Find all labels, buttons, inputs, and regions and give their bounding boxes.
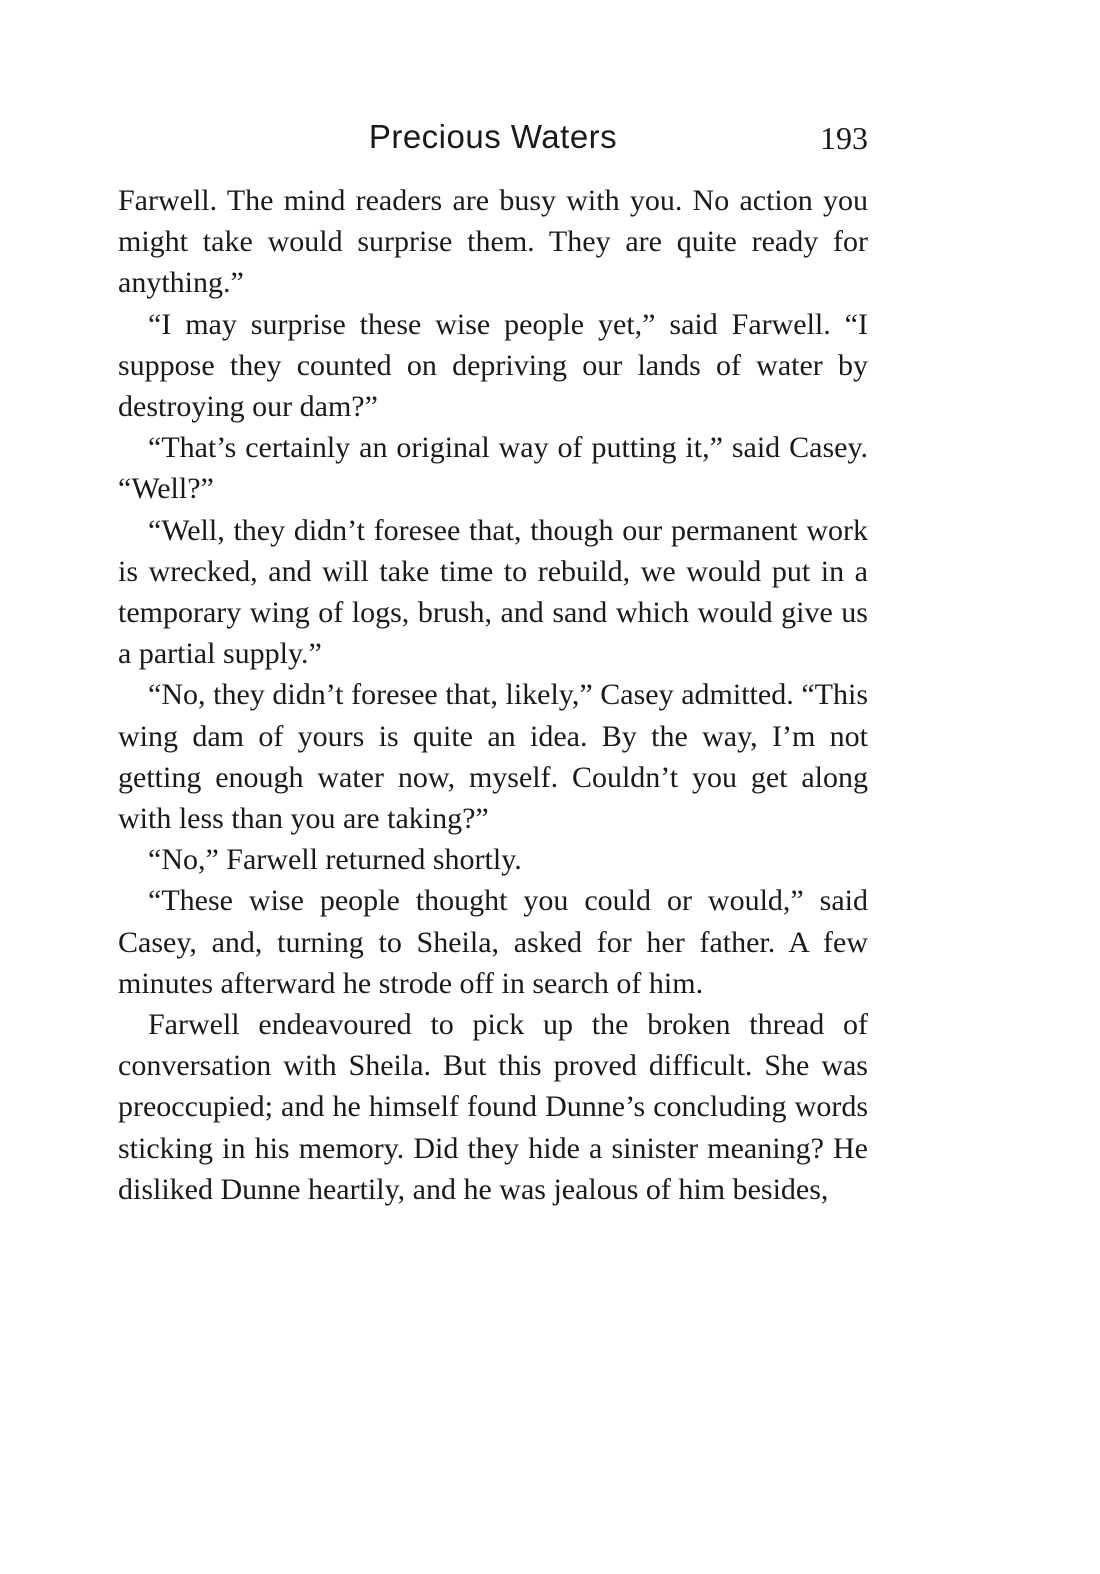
body-text bbox=[118, 180, 868, 1210]
running-head bbox=[118, 118, 868, 166]
page-number: 193 bbox=[820, 120, 868, 156]
paragraph-8: Farwell endeavoured to pick up the broken thread of conversation with Sheila. But this proved difficult. She was preoccupied; and he himself found Dunne’s concluding words sticking in his memory. Did they hide a sinister meaning? He disliked Dunne heartily, and he was jealous of him besides, bbox=[118, 1008, 868, 1206]
paragraph-5: “No, they didn’t foresee that, likely,” Casey admitted. “This wing dam of yours is quite an idea. By the way, I’m not getting enough water now, myself. Couldn’t you get along with less than you are taking?” bbox=[118, 678, 868, 836]
paragraph-7: “These wise people thought you could or would,” said Casey, and, turning to Sheila, asked for her father. A few minutes afterward he strode off in search of him. bbox=[118, 884, 868, 1000]
page-title: Precious Waters bbox=[368, 118, 618, 155]
paragraph-3: “That’s certainly an original way of putting it,” said Casey. “Well?” bbox=[118, 431, 868, 506]
paragraph-4: “Well, they didn’t foresee that, though our permanent work is wrecked, and will take time to rebuild, we would put in a temporary wing of logs, brush, and sand which would give us a partial supply.” bbox=[118, 513, 868, 671]
paragraph-6: “No,” Farwell returned shortly. bbox=[148, 843, 522, 877]
paragraph-2: “I may surprise these wise people yet,” said Farwell. “I suppose they counted on depriving our lands of water by destroying our dam?” bbox=[118, 307, 868, 424]
paragraph-1: Farwell. The mind readers are busy with you. No action you might take would surprise them. They are quite ready for anything.” bbox=[118, 184, 868, 300]
